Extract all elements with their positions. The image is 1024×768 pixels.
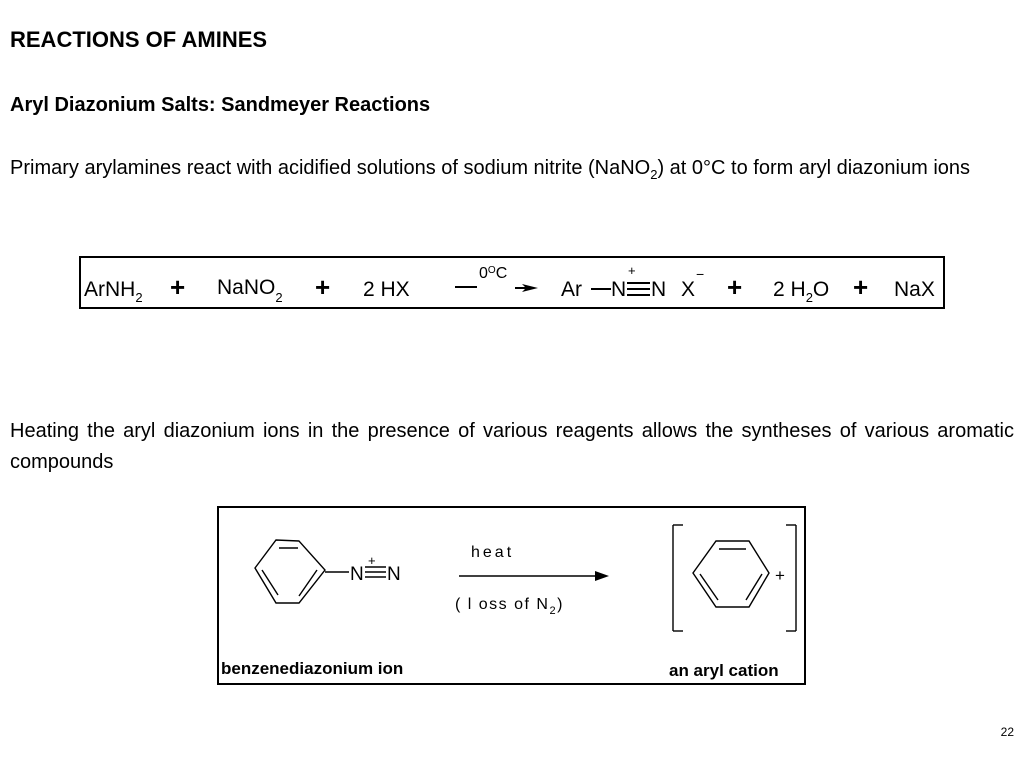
product-counterion: X (681, 278, 696, 301)
para1-text: Primary arylamines react with acidified solutions of sodium nitrite (NaNO (10, 157, 651, 179)
page-number: 22 (1000, 725, 1014, 739)
counterion-charge: − (696, 266, 705, 282)
para1-subscript: 2 (650, 167, 658, 182)
label-aryl-cation: an aryl cation (669, 661, 779, 680)
plus-sign-1: + (170, 272, 186, 302)
reactant-sodium-nitrite: NaNO$_2$ (217, 276, 283, 305)
scheme-arrow-head (595, 571, 609, 581)
plus-sign-2: + (315, 272, 331, 302)
slide-subtitle: Aryl Diazonium Salts: Sandmeyer Reactions (10, 94, 431, 116)
product-n-charge: + (628, 263, 636, 278)
intro-paragraph (10, 153, 1014, 184)
aryl-cation-scheme-svg (219, 508, 804, 683)
reactant-acid: 2 HX (363, 278, 410, 301)
condition-loss-of-n2: ( l oss of $N_2$) (455, 596, 564, 617)
diazonium-charge: + (368, 553, 376, 568)
diazotization-equation (79, 256, 945, 309)
heating-paragraph: Heating the aryl diazonium ions in the presence of various reagents allows the syntheses of various aromatic compounds (10, 420, 1014, 473)
reactant-arylamine: ArNH$_2$ (84, 278, 143, 305)
aryl-cation-scheme (217, 506, 806, 685)
aryl-cation-ring-icon (693, 541, 769, 607)
cation-charge: + (775, 566, 785, 585)
diazotization-equation-svg (81, 258, 943, 307)
label-benzenediazonium-ion: benzenediazonium ion (221, 659, 404, 678)
diazonium-n1: N (350, 564, 364, 585)
para1-text-end: ) at 0°C to form aryl diazonium ions (657, 157, 971, 179)
slide-title: REACTIONS OF AMINES (10, 27, 268, 52)
product-sodium-halide: NaX (894, 278, 935, 301)
product-n2: N (651, 278, 667, 301)
plus-sign-3: + (727, 272, 743, 302)
product-water: 2 $H_2O$ (773, 278, 830, 305)
reaction-temperature: $0^OC$ (479, 265, 508, 282)
product-ar: Ar (561, 278, 582, 301)
benzene-ring-icon (255, 540, 325, 603)
diazonium-n2: N (387, 564, 401, 585)
plus-sign-4: + (853, 272, 869, 302)
left-bracket (673, 525, 683, 631)
product-n1: N (611, 278, 627, 301)
condition-heat: heat (471, 544, 515, 561)
right-bracket (786, 525, 796, 631)
